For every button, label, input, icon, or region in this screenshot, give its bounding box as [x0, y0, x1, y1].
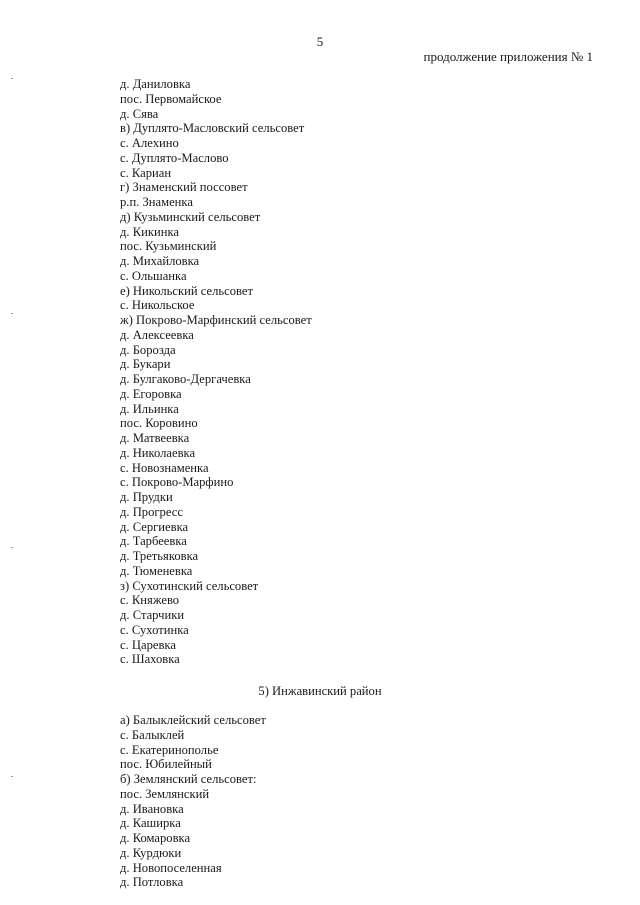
list-item: д. Старчики	[120, 608, 185, 622]
list-item: д. Ильинка	[120, 401, 179, 416]
list-item: г) Знаменский поссовет	[120, 180, 248, 195]
list-item: д. Сергиевка	[120, 519, 189, 534]
list-item: с. Алехино	[120, 136, 179, 150]
continuation-note: продолжение приложения № 1	[423, 49, 593, 64]
list-item: с. Шаховка	[120, 652, 180, 667]
margin-mark	[11, 313, 13, 314]
list-item: д. Новопоселенная	[120, 860, 222, 875]
list-item: с. Княжево	[120, 593, 180, 608]
margin-mark	[11, 78, 13, 79]
page-number: 5	[316, 34, 324, 49]
list-item: б) Землянский сельсовет:	[120, 772, 257, 786]
list-item: с. Ольшанка	[120, 268, 187, 283]
list-item: пос. Кузьминский	[120, 239, 217, 254]
list-item: с. Царевка	[120, 637, 176, 652]
list-item: с. Никольское	[120, 298, 195, 313]
settlement-list-continued	[120, 77, 312, 667]
list-item: д. Прудки	[120, 490, 173, 504]
list-item: д. Тюменевка	[120, 563, 193, 578]
list-item: д. Матвеевка	[120, 431, 190, 445]
list-item: д. Потловка	[120, 875, 184, 890]
list-item: с. Новознаменка	[120, 460, 209, 475]
list-item: пос. Землянский	[120, 786, 210, 801]
list-item: д. Тарбеевка	[120, 534, 187, 549]
list-item: д) Кузьминский сельсовет	[120, 209, 261, 224]
list-item: а) Балыклейский сельсовет	[120, 713, 266, 727]
list-item: д. Третьяковка	[120, 549, 199, 563]
list-item: д. Даниловка	[120, 77, 191, 91]
margin-mark	[11, 547, 13, 548]
list-item: д. Курдюки	[120, 845, 182, 860]
list-item: д. Кикинка	[120, 224, 179, 239]
list-item: р.п. Знаменка	[120, 195, 193, 209]
list-item: д. Букари	[120, 357, 171, 372]
list-item: д. Сява	[120, 106, 159, 121]
list-item: в) Дуплято-Масловский сельсовет	[120, 121, 305, 136]
list-item: с. Балыклей	[120, 727, 185, 742]
list-item: д. Егоровка	[120, 386, 182, 401]
list-item: пос. Юбилейный	[120, 757, 212, 772]
list-item: с. Покрово-Марфино	[120, 475, 234, 490]
list-item: е) Никольский сельсовет	[120, 283, 253, 298]
list-item: пос. Первомайское	[120, 91, 222, 106]
list-item: д. Михайловка	[120, 254, 200, 268]
settlement-list-inzhavinsky	[120, 713, 266, 890]
list-item: д. Николаевка	[120, 445, 196, 460]
list-item: д. Прогресс	[120, 504, 183, 519]
list-item: с. Сухотинка	[120, 622, 189, 637]
list-item: д. Ивановка	[120, 801, 184, 816]
section-heading: 5) Инжавинский район	[258, 684, 382, 698]
list-item: с. Кариан	[120, 165, 172, 180]
list-item: д. Булгаково-Дергачевка	[120, 372, 251, 386]
list-item: д. Алексеевка	[120, 327, 194, 342]
list-item: с. Екатеринополье	[120, 742, 219, 757]
list-item: с. Дуплято-Маслово	[120, 150, 229, 165]
list-item: д. Каширка	[120, 816, 181, 831]
list-item: з) Сухотинский сельсовет	[120, 578, 259, 593]
list-item: д. Борозда	[120, 342, 176, 357]
list-item: ж) Покрово-Марфинский сельсовет	[120, 313, 312, 327]
margin-mark	[11, 776, 13, 777]
list-item: пос. Коровино	[120, 416, 198, 431]
list-item: д. Комаровка	[120, 831, 191, 845]
